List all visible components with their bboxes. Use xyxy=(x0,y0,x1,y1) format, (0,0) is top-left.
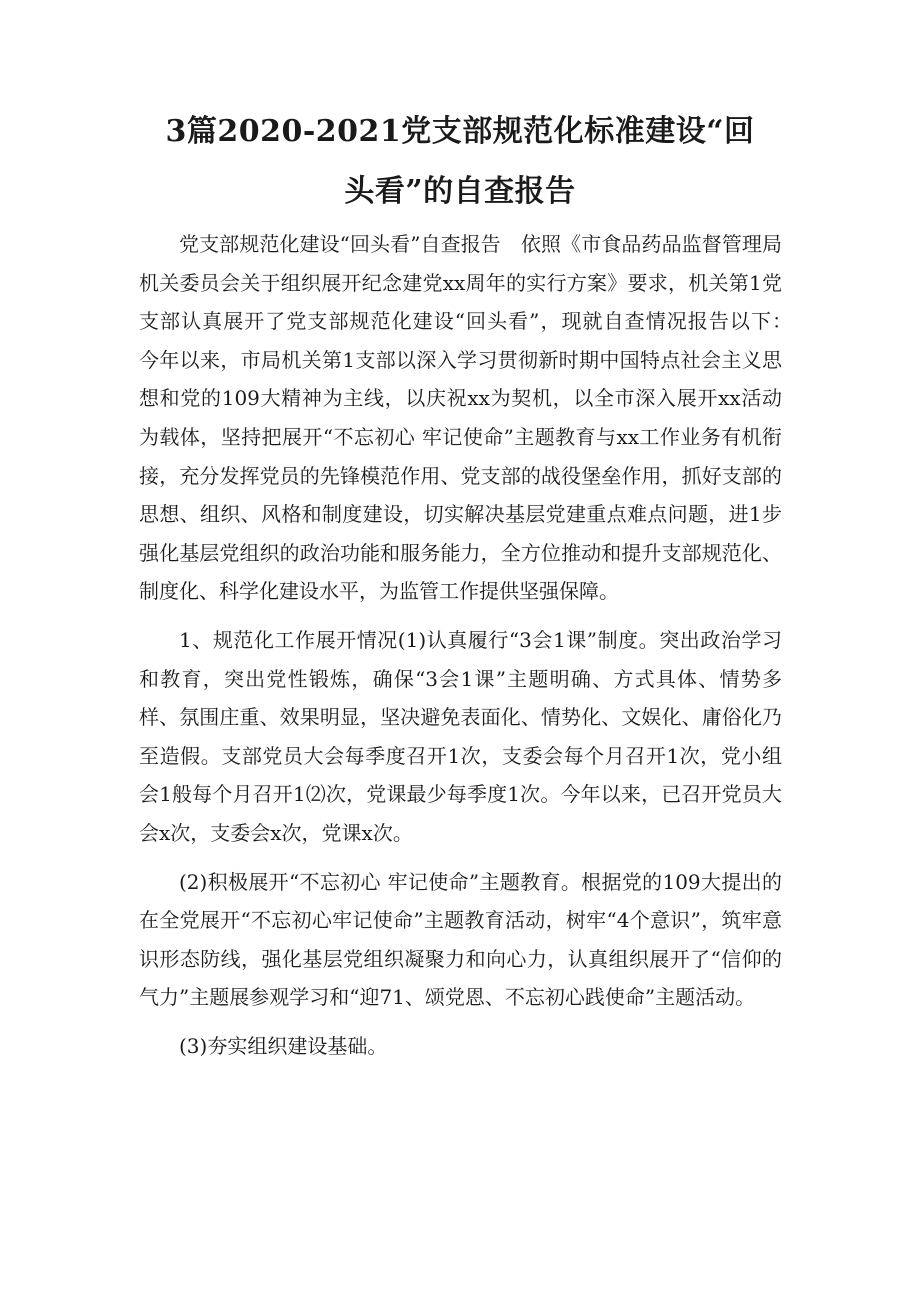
paragraph-section-1: 1、规范化工作展开情况(1)认真履行“3会1课”制度。突出政治学习和教育，突出党性锻炼，确保“3会1课”主题明确、方式具体、情势多样、氛围庄重、效果明显，坚决避免表面化、情势化、文娱化、庸俗化乃至造假。支部党员大会每季度召开1次，支委会每个月召开1次，党小组会1般每个月召开1⑵次，党课最少每季度1次。今年以来，已召开党员大会x次，支委会x次，党课x次。 xyxy=(139,627,782,845)
title-line-1: 3篇2020-2021党支部规范化标准建设“回 xyxy=(165,114,755,149)
paragraph-section-2: (2)积极展开“不忘初心 牢记使命”主题教育。根据党的109大提出的在全党展开“不忘初心牢记使命”主题教育活动，树牢“4个意识”，筑牢意识形态防线，强化基层党组织凝聚力和向心力，认真组织展开了“信仰的气力”主题展参观学习和“迎71、颂党恩、不忘初心践使命”主题活动。 xyxy=(139,869,782,1010)
document-body xyxy=(139,225,802,1075)
title-line-2: 头看”的自查报告 xyxy=(344,174,576,209)
document-title xyxy=(140,102,780,222)
paragraph-intro: 党支部规范化建设“回头看”自查报告 依照《市食品药品监督管理局机关委员会关于组织展开纪念建党xx周年的实行方案》要求，机关第1党支部认真展开了党支部规范化建设“回头看”，现就自查情况报告以下： 今年以来，市局机关第1支部以深入学习贯彻新时期中国特点社会主义思想和党的109大精神为主线，以庆祝xx为契机，以全市深入展开xx活动为载体，坚持把展开“不忘初心 牢记使命”主题教育与xx工作业务有机衔接，充分发挥党员的先锋模范作用、党支部的战役堡垒作用，抓好支部的思想、组织、风格和制度建设，切实解决基层党建重点难点问题，进1步强化基层党组织的政治功能和服务能力，全方位推动和提升支部规范化、制度化、科学化建设水平，为监管工作提供坚强保障。 xyxy=(139,232,802,604)
paragraph-section-3: (3)夯实组织建设基础。 xyxy=(179,1033,388,1058)
